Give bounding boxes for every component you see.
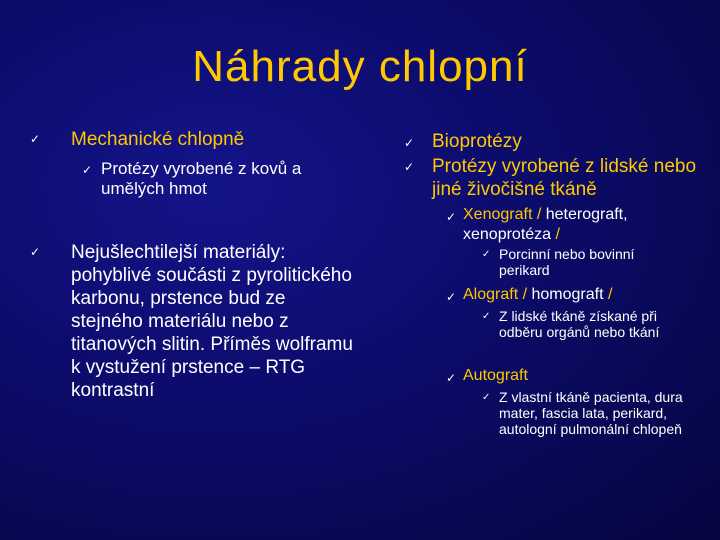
checkmark-icon: ✓: [482, 311, 491, 322]
xenograft-label: Xenograft: [463, 206, 533, 223]
bullet-tissue-prostheses: Protézy vyrobené z lidské nebo jiné živočišné tkáně: [432, 156, 697, 200]
alograft-detail: Z lidské tkáně získané při odběru orgánů nebo tkání: [499, 308, 660, 340]
checkmark-icon: ✓: [82, 163, 93, 177]
checkmark-icon: ✓: [404, 136, 415, 150]
sub-bullet-xenograft: Xenograft / heterograft, xenoprotéza /: [463, 206, 628, 243]
checkmark-icon: ✓: [482, 249, 491, 260]
bullet-bioprostheses: Bioprotézy: [432, 131, 522, 152]
homograft-label: homograft: [531, 286, 604, 303]
checkmark-icon: ✓: [30, 132, 41, 146]
sub-bullet-alograft: Alograft / homograft /: [463, 286, 613, 303]
checkmark-icon: ✓: [446, 210, 457, 224]
checkmark-icon: ✓: [446, 371, 457, 385]
xenograft-detail: Porcinní nebo bovinní perikard: [499, 246, 635, 278]
sub-bullet-metal-prostheses: Protézy vyrobené z kovů a umělých hmot: [101, 159, 302, 198]
checkmark-icon: ✓: [482, 392, 491, 403]
autograft-detail: Z vlastní tkáně pacienta, dura mater, fascia lata, perikard, autologní pulmonální chlopeň: [499, 389, 683, 437]
slide-title: Náhrady chlopní: [192, 42, 528, 91]
checkmark-icon: ✓: [30, 245, 41, 259]
sub-bullet-autograft: Autograft: [463, 367, 528, 384]
bullet-mechanical-valves: Mechanické chlopně: [71, 129, 245, 150]
alograft-label: Alograft: [463, 286, 519, 303]
checkmark-icon: ✓: [404, 160, 415, 174]
heterograft-label: heterograft, xenoprotéza: [463, 206, 628, 243]
checkmark-icon: ✓: [446, 290, 457, 304]
bullet-materials: Nejušlechtilejší materiály: pohyblivé součásti z pyrolitického karbonu, prstence bud ze stejného materiálu nebo z titanových slitin. Příměs wolframu k vystužení prstence – RTG kontrastní: [71, 242, 353, 401]
